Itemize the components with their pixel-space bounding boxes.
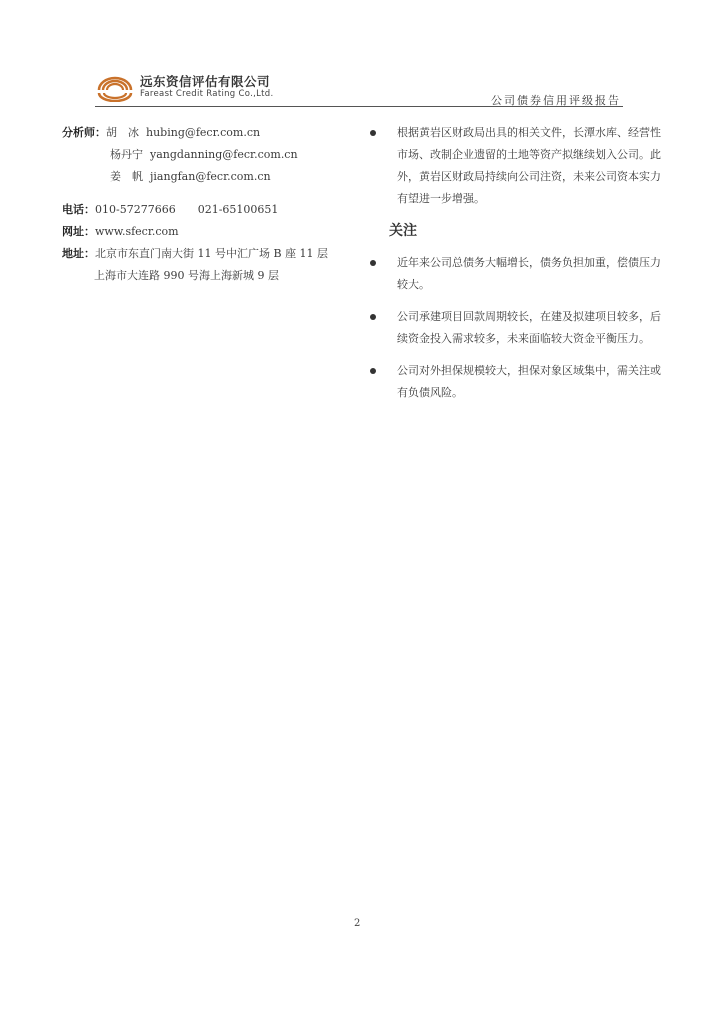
company-name-cn: 远东资信评估有限公司 [140, 74, 271, 89]
attention-text: 公司承建项目回款周期较长，在建及拟建项目较多，后续资金投入需求较多，未来面临较大资金平衡压力。 [397, 310, 661, 345]
analyst-row [62, 166, 352, 188]
bullet-icon [370, 130, 376, 136]
attention-item [370, 306, 662, 350]
address-line-2: 上海市大连路 990 号海上海新城 9 层 [94, 269, 279, 282]
contact-info [62, 122, 352, 287]
attention-item [370, 360, 662, 404]
company-name-en: Fareast Credit Rating Co.,Ltd. [140, 89, 274, 99]
header-divider [95, 106, 623, 107]
analyst-label: 分析师： [62, 126, 106, 139]
strength-text: 根据黄岩区财政局出具的相关文件，长潭水库、经营性市场、改制企业遗留的土地等资产拟继续划入公司。此外，黄岩区财政局持续向公司注资，未来公司资本实力有望进一步增强。 [397, 126, 661, 205]
address-row-2 [62, 265, 352, 287]
attention-text: 公司对外担保规模较大，担保对象区域集中，需关注或有负债风险。 [397, 364, 661, 399]
attention-text: 近年来公司总债务大幅增长，债务负担加重，偿债压力较大。 [397, 256, 661, 291]
bullet-icon [370, 260, 376, 266]
rating-points [370, 122, 662, 414]
analyst-email: yangdanning@fecr.com.cn [150, 148, 298, 161]
website-row [62, 221, 352, 243]
analyst-email: jiangfan@fecr.com.cn [150, 170, 271, 183]
page-number: 2 [354, 918, 361, 929]
analyst-name: 胡 冰 [106, 126, 139, 139]
analyst-name: 姜 帆 [110, 170, 143, 183]
address-label: 地址： [62, 247, 95, 260]
phone-row [62, 199, 352, 221]
bullet-icon [370, 314, 376, 320]
analyst-row [62, 122, 352, 144]
website-label: 网址： [62, 225, 95, 238]
attention-item [370, 252, 662, 296]
address-row [62, 243, 352, 265]
website-link[interactable]: www.sfecr.com [95, 225, 179, 238]
analyst-email: hubing@fecr.com.cn [146, 126, 261, 139]
report-title: 公司债券信用评级报告 [491, 94, 621, 107]
attention-heading: 关注 [389, 223, 417, 239]
address-line-1: 北京市东直门南大街 11 号中汇广场 B 座 11 层 [95, 247, 329, 260]
bullet-icon [370, 368, 376, 374]
analyst-name: 杨丹宁 [110, 148, 143, 161]
analyst-row [62, 144, 352, 166]
strength-item [370, 122, 662, 210]
phone-numbers: 010-57277666 021-65100651 [95, 203, 279, 216]
fareast-logo-icon [95, 68, 135, 102]
phone-label: 电话： [62, 203, 95, 216]
